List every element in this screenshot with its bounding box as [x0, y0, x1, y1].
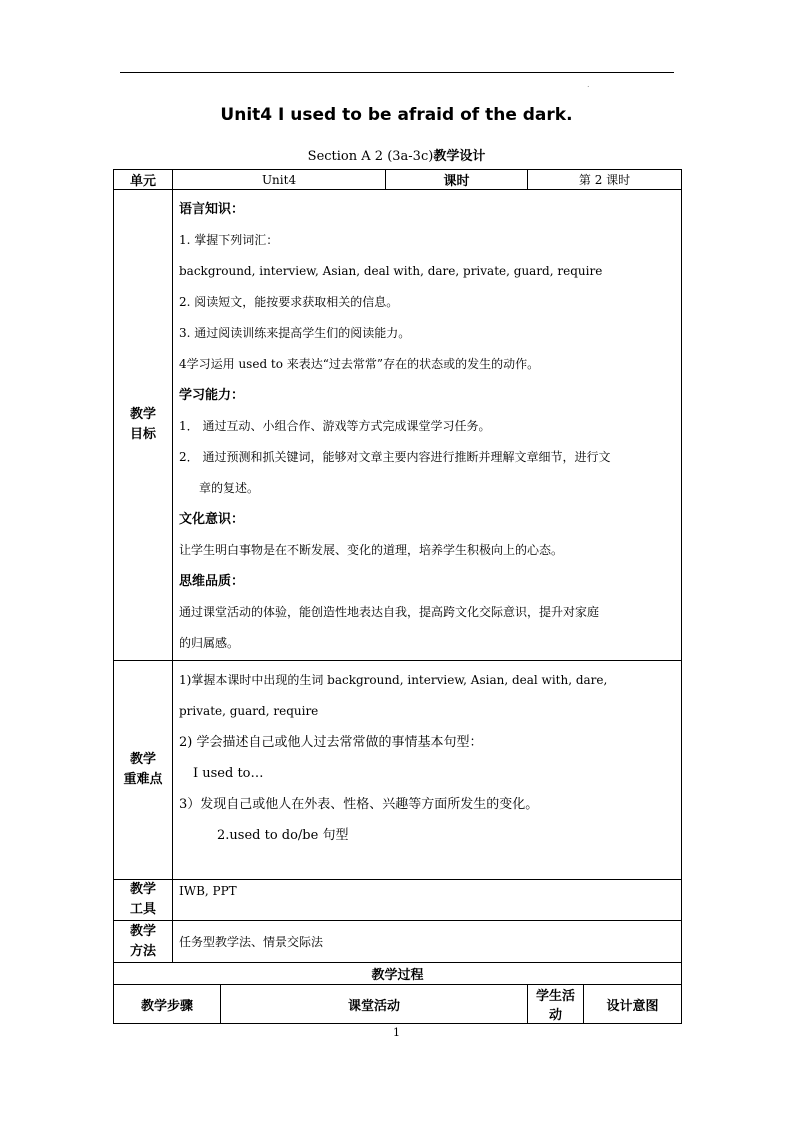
methods-value: 任务型教学法、情景交际法: [173, 921, 682, 963]
key-points-line: 2.used to do/be 句型: [217, 828, 349, 843]
process-header-row: [114, 985, 682, 1024]
objectives-label: 教学 目标: [114, 190, 173, 661]
objectives-line: 语言知识：: [179, 202, 245, 217]
page-number: 1: [393, 1026, 400, 1039]
methods-label: 教学 方法: [114, 921, 173, 963]
key-points-label: 教学 重难点: [114, 661, 173, 880]
tools-row: [114, 880, 682, 921]
objectives-line: background, interview, Asian, deal with, dare, private, guard, require: [179, 264, 603, 278]
period-value: 第 2 课时: [528, 170, 682, 190]
key-points-row: [114, 661, 682, 880]
subtitle-section: Section A 2 (3a-3c): [307, 149, 434, 164]
objectives-line: 4学习运用 used to 来表达“过去常常”存在的状态或的发生的动作。: [179, 357, 540, 371]
objectives-line: 3. 通过阅读训练来提高学生们的阅读能力。: [179, 326, 411, 340]
subtitle-bold: 教学设计: [433, 149, 486, 164]
unit-label: 单元: [114, 170, 173, 190]
objectives-line: 章的复述。: [199, 481, 260, 495]
objectives-line: 思维品质：: [179, 574, 245, 589]
document-title: Unit4 I used to be afraid of the dark.: [220, 105, 573, 125]
lesson-plan-table: [113, 169, 682, 1024]
header-rule: [120, 72, 674, 73]
unit-row: [114, 170, 682, 190]
objectives-line: 通过课堂活动的体验，能创造性地表达自我，提高跨文化交际意识，提升对家庭: [179, 605, 600, 619]
period-label: 课时: [386, 170, 528, 190]
objectives-line: 的归属感。: [179, 636, 240, 650]
objectives-line: 让学生明白事物是在不断发展、变化的道理，培养学生积极向上的心态。: [179, 543, 564, 557]
objectives-line: 2. 阅读短文，能按要求获取相关的信息。: [179, 295, 399, 309]
objectives-row: [114, 190, 682, 661]
key-points-line: 1)掌握本课时中出现的生词 background, interview, Asian, deal with, dare,: [179, 673, 608, 687]
process-col-student: 学生活动: [528, 985, 584, 1024]
tools-label: 教学 工具: [114, 880, 173, 921]
key-points-line: private, guard, require: [179, 704, 319, 718]
process-col-intent: 设计意图: [584, 985, 682, 1024]
tools-value: IWB, PPT: [173, 880, 682, 921]
key-points-line: 2) 学会描述自己或他人过去常常做的事情基本句型：: [179, 735, 483, 750]
methods-row: [114, 921, 682, 963]
process-title-row: [114, 963, 682, 985]
objectives-content: [173, 190, 682, 661]
key-points-line: 3）发现自己或他人在外表、性格、兴趣等方面所发生的变化。: [179, 797, 539, 812]
objectives-line: 文化意识：: [179, 512, 245, 527]
key-points-line: I used to…: [193, 766, 264, 781]
objectives-line: 1． 通过互动、小组合作、游戏等方式完成课堂学习任务。: [179, 419, 491, 433]
header-dot: .: [587, 80, 590, 89]
unit-value: Unit4: [173, 170, 386, 190]
document-subtitle: [0, 145, 793, 164]
objectives-line: 学习能力：: [179, 388, 245, 403]
process-title: 教学过程: [114, 963, 682, 985]
key-points-content: [173, 661, 682, 880]
objectives-line: 1. 掌握下列词汇：: [179, 233, 279, 247]
objectives-line: 2． 通过预测和抓关键词，能够对文章主要内容进行推断并理解文章细节，进行文: [179, 450, 611, 464]
process-col-activity: 课堂活动: [221, 985, 528, 1024]
process-col-step: 教学步骤: [114, 985, 221, 1024]
